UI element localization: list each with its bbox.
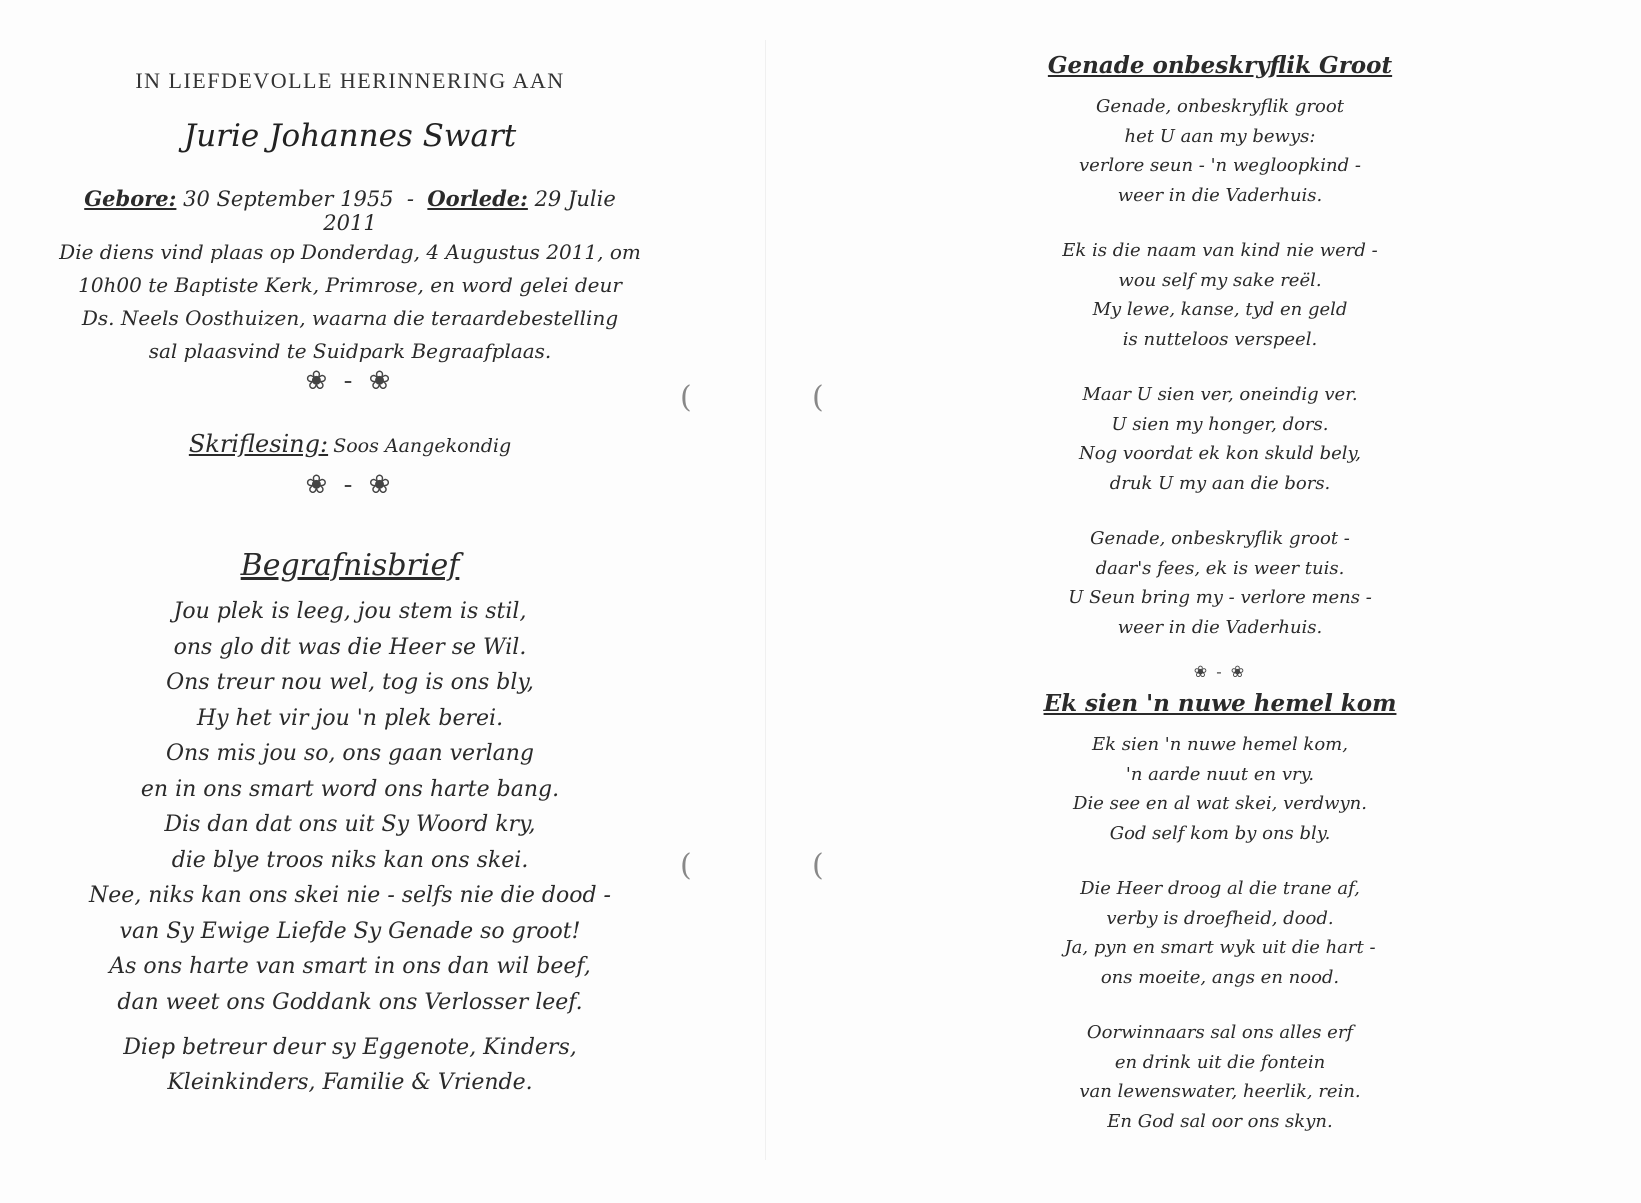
hymn-stanza <box>1010 236 1430 354</box>
stanza-line: verlore seun - 'n wegloopkind - <box>1079 155 1361 176</box>
poem-line: die blye troos niks kan ons skei. <box>171 847 529 873</box>
funeral-poem <box>40 594 660 1020</box>
poem-line: As ons harte van smart in ons dan wil beef, <box>109 954 591 979</box>
hymn-stanza <box>1010 380 1430 498</box>
stanza-line: het U aan my bewys: <box>1124 125 1316 147</box>
poem-line: en in ons smart word ons harte bang. <box>140 776 560 802</box>
service-line: Die diens vind plaas op Donderdag, 4 Augustus 2011, om <box>59 240 641 264</box>
funeral-letter-title: Begrafnisbrief <box>240 548 460 583</box>
stanza-line: God self kom by ons bly. <box>1109 822 1331 844</box>
stanza-line: daar's fees, ek is weer tuis. <box>1095 557 1345 579</box>
stanza-line: My lewe, kanse, tyd en geld <box>1092 299 1348 320</box>
service-line: 10h00 te Baptiste Kerk, Primrose, en word gelei deur <box>78 273 622 297</box>
stanza-line: wou self my sake reël. <box>1118 269 1322 291</box>
stanza-line: U Seun bring my - verlore mens - <box>1068 587 1372 608</box>
poem-line: Dis dan dat ons uit Sy Woord kry, <box>164 812 536 837</box>
life-dates <box>60 186 640 235</box>
punch-hole-mark: ( <box>812 380 824 415</box>
reading-label: Skriflesing: <box>188 430 329 458</box>
poem-line: Ons treur nou wel, tog is ons bly, <box>166 670 534 695</box>
hymn-stanza <box>1010 92 1430 210</box>
memorial-heading: IN LIEFDEVOLLE HERINNERING AAN <box>135 68 565 93</box>
stanza-line: weer in die Vaderhuis. <box>1117 616 1323 638</box>
punch-hole-mark: ( <box>680 380 692 415</box>
ornament-divider: ❀ - ❀ <box>1193 662 1247 681</box>
poem-line: Hy het vir jou 'n plek berei. <box>196 705 504 731</box>
stanza-line: Die Heer droog al die trane af, <box>1080 878 1360 899</box>
poem-line: van Sy Ewige Liefde Sy Genade so groot! <box>119 918 581 944</box>
scripture-reading <box>60 430 640 458</box>
stanza-line: Die see en al wat skei, verdwyn. <box>1073 793 1367 814</box>
hymn-stanza <box>1010 730 1430 848</box>
stanza-line: Ek sien 'n nuwe hemel kom, <box>1092 734 1348 755</box>
stanza-line: Maar U sien ver, oneindig ver. <box>1082 384 1358 405</box>
deceased-name: Jurie Johannes Swart <box>183 118 517 154</box>
service-line: sal plaasvind te Suidpark Begraafplaas. <box>148 339 552 363</box>
stanza-line: verby is droefheid, dood. <box>1106 907 1334 929</box>
stanza-line: van lewenswater, heerlik, rein. <box>1079 1081 1361 1102</box>
stanza-line: U sien my honger, dors. <box>1111 413 1329 435</box>
punch-hole-mark: ( <box>680 848 692 883</box>
hymn-stanza <box>1010 524 1430 642</box>
hymn-stanza <box>1010 874 1430 992</box>
stanza-line: en drink uit die fontein <box>1114 1051 1326 1073</box>
stanza-line: ons moeite, angs en nood. <box>1100 966 1340 988</box>
stanza-line: Genade, onbeskryflik groot - <box>1090 528 1350 549</box>
poem-line: dan weet ons Goddank ons Verlosser leef. <box>117 989 583 1015</box>
hymn-title: Genade onbeskryflik Groot <box>1047 52 1393 79</box>
stanza-line: En God sal oor ons skyn. <box>1107 1110 1333 1132</box>
stanza-line: Oorwinnaars sal ons alles erf <box>1086 1022 1354 1043</box>
poem-line: Ons mis jou so, ons gaan verlang <box>166 741 534 766</box>
born-label: Gebore: <box>84 186 177 211</box>
stanza-line: Ek is die naam van kind nie werd - <box>1062 240 1378 261</box>
stanza-line: is nutteloos verspeel. <box>1122 328 1318 350</box>
died-date: 29 Julie 2011 <box>323 187 616 235</box>
born-date: 30 September 1955 <box>183 187 394 211</box>
mourners-note <box>60 1030 640 1100</box>
poem-line: Nee, niks kan ons skei nie - selfs nie die dood - <box>89 883 611 908</box>
poem-line: Jou plek is leeg, jou stem is stil, <box>173 599 527 624</box>
hymn-stanza <box>1010 1018 1430 1136</box>
poem-line: ons glo dit was die Heer se Wil. <box>173 634 527 660</box>
punch-hole-mark: ( <box>812 848 824 883</box>
hymn-title: Ek sien 'n nuwe hemel kom <box>1043 690 1397 717</box>
ornament-divider: ❀ - ❀ <box>305 470 395 500</box>
stanza-line: Ja, pyn en smart wyk uit die hart - <box>1064 937 1376 958</box>
stanza-line: Nog voordat ek kon skuld bely, <box>1079 443 1361 464</box>
died-label: Oorlede: <box>427 186 528 211</box>
stanza-line: 'n aarde nuut en vry. <box>1125 763 1315 785</box>
stanza-line: Genade, onbeskryflik groot <box>1096 96 1344 117</box>
ornament-divider: ❀ - ❀ <box>305 366 395 396</box>
service-details <box>40 236 660 368</box>
stanza-line: druk U my aan die bors. <box>1109 472 1331 494</box>
page-fold <box>765 40 766 1160</box>
reading-value: Soos Aangekondig <box>333 435 512 457</box>
closing-line: Kleinkinders, Familie & Vriende. <box>167 1070 533 1095</box>
service-line: Ds. Neels Oosthuizen, waarna die teraardebestelling <box>81 306 619 330</box>
stanza-line: weer in die Vaderhuis. <box>1117 184 1323 206</box>
date-separator: - <box>406 187 415 211</box>
closing-line: Diep betreur deur sy Eggenote, Kinders, <box>123 1035 577 1060</box>
